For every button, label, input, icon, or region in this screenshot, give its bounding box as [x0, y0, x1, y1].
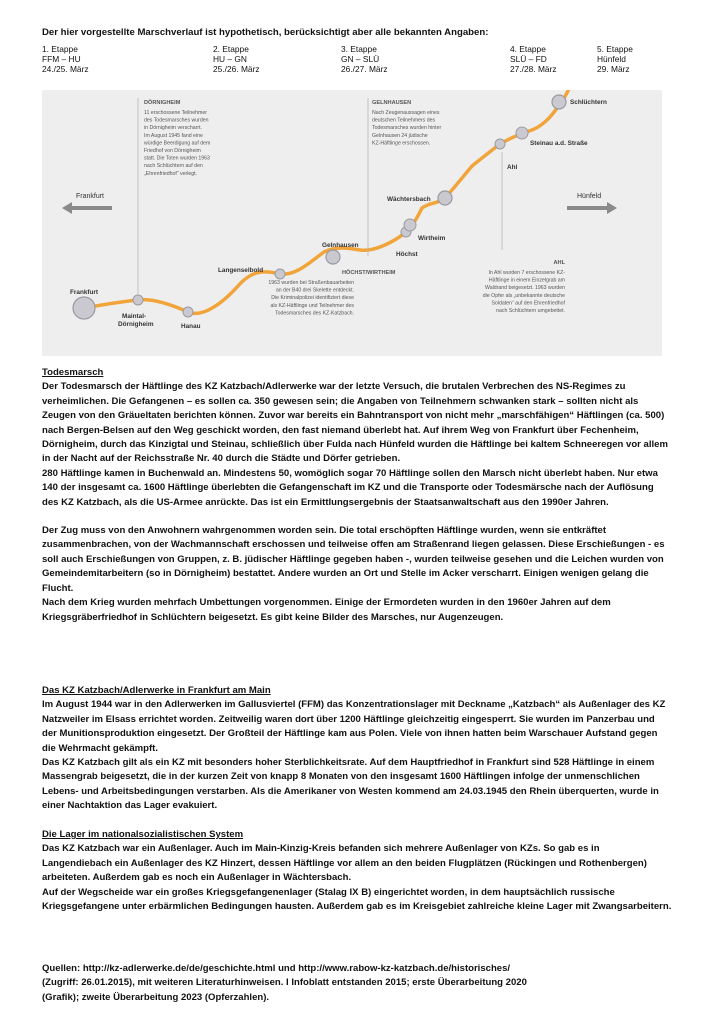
section-kz-katzbach	[42, 684, 672, 814]
stage-5	[597, 44, 633, 75]
section-heading: Todesmarsch	[42, 367, 104, 378]
stage-label: 5. Etappe	[597, 44, 633, 54]
note-ahl-text-line: Waldrand beigesetzt. 1963 wurden	[485, 285, 565, 292]
node-steinau	[516, 127, 528, 139]
paragraph: Der Todesmarsch der Häftlinge des KZ Katzbach/Adlerwerke war der letzte Versuch, die brutalen Verbrechen des NS-Regimes zu verheimlichen. Die Gefangenen – es sollen ca. 350 gewesen sein; die Angaben von Teilnehmern schwanken stark – sollten nicht als Zeugen von den Gräueltaten berichten können. Zuvor war bereits ein Bahntransport von nicht mehr „marschfähigen“ Häftlingen (ca. 500) nach Bergen-Belsen auf den Weg geschickt worden, den fast niemand überlebt hat. Auf ihrem Weg von Frankfurt über Fechenheim, Dörnigheim, durch das Kinzigtal und Steinau, schließlich über Fulda nach Hünfeld wurden die Häftlinge bei kaltem Schneeregen vor allem in der Nacht auf der Reichsstraße Nr. 40 durch die Städte und Dörfer getrieben.	[42, 381, 668, 465]
node-hanau	[183, 307, 193, 317]
section-heading: Das KZ Katzbach/Adlerwerke in Frankfurt am Main	[42, 685, 271, 696]
section-lager	[42, 828, 672, 914]
stage-date: 29. März	[597, 64, 630, 75]
note-doernigheim-text	[144, 110, 210, 177]
direction-huenfeld: Hünfeld	[577, 193, 602, 200]
note-ahl-text-line: Häftlinge in einem Einzelgrab am	[488, 277, 565, 284]
stage-date: 24./25. März	[42, 64, 89, 75]
paragraph: 280 Häftlinge kamen in Buchenwald an. Mindestens 50, womöglich sogar 70 Häftlinge sollen den Marsch nicht überlebt haben. Nur etwa 140 der insgesamt ca. 1600 Häftlinge überlebten die Gefangenschaft im KZ und die Transporte oder Todesmärsche nach der Auflösung des KZ Katzbach, als die US-Armee anrückte. Das ist ein Ermittlungsergebnis der Staatsanwaltschaft aus den 1990er Jahren.	[42, 467, 658, 508]
stage-date: 26./27. März	[341, 64, 388, 75]
note-hoechst-text-line: 1963 wurden bei Straßenbauarbeiten	[268, 280, 354, 286]
place-langenselbold: Langenselbold	[218, 267, 264, 274]
note-doernigheim-text-line: des Todesmarsches wurden	[144, 117, 209, 124]
direction-frankfurt: Frankfurt	[76, 193, 105, 200]
paragraph: Nach dem Krieg wurden mehrfach Umbettungen vorgenommen. Einige der Ermordeten wurden in den 1960er Jahren auf dem Kriegsgräberfriedhof in Schlüchtern beigesetzt. Es gibt keine Bilder des Marsches, nur Augenzeugen.	[42, 597, 611, 623]
sources-line: Quellen: http://kz-adlerwerke.de/de/geschichte.html und http://www.rabow-kz-katzbach.de/historisches/	[42, 963, 511, 974]
stage-route: Hünfeld	[597, 54, 626, 65]
place-hanau: Hanau	[181, 323, 201, 330]
place-steinau: Steinau a.d. Straße	[530, 140, 588, 147]
stage-label: 4. Etappe	[510, 44, 546, 54]
place-maintal-line2: Dörnigheim	[118, 321, 154, 328]
note-hoechst-text	[268, 280, 354, 316]
stage-4	[510, 44, 557, 75]
intro-text: Der hier vorgestellte Marschverlauf ist hypothetisch, berücksichtigt aber alle bekannten Angaben:	[42, 27, 489, 38]
place-frankfurt: Frankfurt	[70, 289, 99, 296]
note-doernigheim-title: DÖRNIGHEIM	[144, 100, 181, 106]
stage-3	[341, 44, 388, 75]
note-hoechst-text-line: an der B40 drei Skelette entdeckt.	[275, 287, 354, 294]
note-ahl-text-line: In Ahl wurden 7 erschossene KZ-	[488, 270, 565, 276]
stage-date: 25./26. März	[213, 64, 260, 75]
section-heading: Die Lager im nationalsozialistischen System	[42, 829, 244, 840]
place-wirtheim: Wirtheim	[418, 235, 446, 242]
node-ahl	[495, 139, 505, 149]
paragraph: Im August 1944 war in den Adlerwerken im Gallusviertel (FFM) das Konzentrationslager mit Deckname „Katzbach“ als Außenlager des KZ Natzweiler im Elsass errichtet worden. Zeitweilig waren dort über 1200 Häftlinge gleichzeitig eingesperrt. Sie wurden im Panzerbau und der Munitionsproduktion eingesetzt. Der Großteil der Häftlinge kam aus Polen. Viele von ihnen hatten beim Warschauer Aufstand gegen die Wehrmacht gekämpft.	[42, 699, 666, 754]
note-gelnhausen-text-line: Gelnhausen 24 jüdische	[372, 132, 428, 139]
paragraph: Auf der Wegscheide war ein großes Kriegsgefangenenlager (Stalag IX B) eingerichtet worden, in dem hauptsächlich russische Kriegsgefangene unter erbärmlichen Bedingungen hausten. Außerdem gab es im Kreisgebiet zahlreiche kleine Lager mit Zwangsarbeitern.	[42, 886, 672, 913]
note-gelnhausen-text-line: Todesmarsches wurden hinter	[372, 125, 442, 132]
note-gelnhausen-text-line: Nach Zeugenaussagen eines	[372, 110, 440, 116]
note-doernigheim-text-line: würdige Beerdigung auf dem	[144, 140, 211, 147]
node-frankfurt	[73, 297, 95, 319]
node-langenselbold	[275, 269, 285, 279]
note-gelnhausen-title: GELNHAUSEN	[372, 100, 412, 106]
paragraph: Das KZ Katzbach gilt als ein KZ mit besonders hoher Sterblichkeitsrate. Auf dem Hauptfriedhof in Frankfurt sind 528 Häftlinge in einem Massengrab beigesetzt, die in der kurzen Zeit von knapp 8 Monaten von den insgesamt 1600 Häftlingen infolge der unmenschlichen Lebens- und Arbeitsbedingungen verstarben. Als die Amerikaner von Westen kommend am 24.03.1945 den Rhein überquerten, wurde in einer Nachtaktion das Lager evakuiert.	[42, 757, 659, 812]
sources-line: (Grafik); zweite Überarbeitung 2023 (Opferzahlen).	[42, 991, 270, 1003]
note-doernigheim-text-line: nach Schlüchtern auf den	[144, 163, 203, 170]
stage-label: 2. Etappe	[213, 44, 249, 54]
place-waechtersbach: Wächtersbach	[387, 196, 431, 203]
note-doernigheim-text-line: statt. Die Toten wurden 1963	[144, 155, 210, 162]
node-gelnhausen	[326, 250, 340, 264]
note-ahl-title: AHL	[553, 260, 565, 266]
note-ahl-text-line: nach Schlüchtern umgebettet.	[496, 308, 565, 314]
note-gelnhausen-text-line: deutschen Teilnehmers des	[372, 117, 436, 124]
stage-route: FFM – HU	[42, 54, 81, 65]
node-wirtheim	[404, 219, 416, 231]
place-maintal-line1: Maintal-	[122, 313, 147, 320]
stage-1	[42, 44, 89, 75]
place-gelnhausen: Gelnhausen	[322, 242, 359, 249]
place-schluechtern: Schlüchtern	[570, 99, 607, 106]
stage-route: HU – GN	[213, 54, 247, 65]
march-route-map	[42, 90, 662, 356]
note-hoechst-text-line: Todesmarsches des KZ-Katzbach.	[275, 310, 354, 317]
place-ahl: Ahl	[507, 164, 518, 171]
note-doernigheim-text-line: Friedhof von Dörnigheim	[144, 148, 201, 154]
note-doernigheim-text-line: 11 erschossene Teilnehmer	[144, 110, 207, 116]
stage-route: SLÜ – FD	[510, 54, 547, 65]
note-doernigheim-text-line: in Dörnigheim verscharrt.	[144, 125, 202, 132]
note-hoechst-title: HÖCHST/WIRTHEIM	[342, 270, 396, 276]
stage-route: GN – SLÜ	[341, 54, 380, 65]
stage-label: 3. Etappe	[341, 44, 377, 54]
paragraph: Das KZ Katzbach war ein Außenlager. Auch im Main-Kinzig-Kreis befanden sich mehrere Außenlager von KZs. So gab es in Langendiebach ein Außenlager des KZ Hinzert, dessen Häftlinge vor allem an den beiden Flugplätzen (Rückingen und Rothenbergen) arbeiteten. Außerdem gab es noch ein Außenlager in Wächtersbach.	[42, 843, 647, 884]
section-todesmarsch	[42, 366, 672, 625]
node-schluechtern	[552, 95, 566, 109]
note-ahl-text-line: die Opfer als „unbekannte deutsche	[482, 292, 565, 299]
note-hoechst-text-line: Die Kriminalpolizei identifiziert diese	[271, 295, 354, 302]
note-hoechst-text-line: als KZ-Häftlinge und Teilnehmer des	[270, 302, 354, 309]
paragraph: Der Zug muss von den Anwohnern wahrgenommen worden sein. Die total erschöpften Häftlinge wurden, wenn sie entkräftet zusammenbrachen, von der Wachmannschaft erschossen und teilweise offen am Straßenrand liegen gelassen. Diese Erschießungen - es soll auch Erschießungen von Gruppen, z. B. jüdischer Häftlinge gegeben haben -, wurden teilweise gesehen und die Leichen wurden von Gemeindemitarbeitern (so in Dörnigheim) bestattet. Andere wurden an Ort und Stelle im Acker verscharrt. Einigen wenigen gelang die Flucht.	[42, 525, 665, 594]
note-ahl-text-line: Soldaten“ auf den Ehrenfriedhof	[491, 300, 565, 307]
place-hoechst: Höchst	[396, 251, 418, 258]
note-doernigheim-text-line: „Ehrenfriedhof“ verlegt.	[144, 170, 198, 177]
sources-block	[42, 962, 672, 1005]
note-gelnhausen-text-line: KZ-Häftlinge erschossen.	[372, 140, 431, 147]
note-doernigheim-text-line: Im August 1945 fand eine	[144, 132, 203, 139]
stage-date: 27./28. März	[510, 64, 557, 75]
sources-line: (Zugriff: 26.01.2015), mit weiteren Literaturhinweisen. I Infoblatt entstanden 2015; erste Überarbeitung 2020	[42, 977, 527, 989]
node-waechtersbach	[438, 191, 452, 205]
node-maintal	[133, 295, 143, 305]
stage-2	[213, 44, 260, 75]
stage-label: 1. Etappe	[42, 44, 78, 54]
